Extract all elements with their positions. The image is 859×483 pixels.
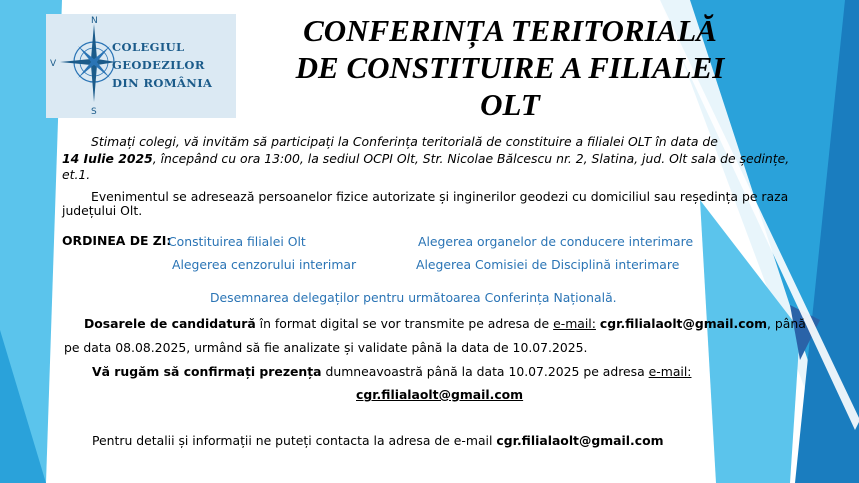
logo (46, 14, 236, 118)
svg-text:V: V (50, 59, 57, 69)
svg-text:N: N (91, 16, 98, 26)
agenda-item-1: Constituirea filialei Olt (168, 234, 306, 249)
confirm-email-link[interactable]: cgr.filialaolt@gmail.com (356, 387, 524, 402)
logo-line-2: GEODEZILOR (112, 58, 205, 72)
logo-line-1: COLEGIUL (112, 40, 185, 54)
contact-line: Pentru detalii și informații ne puteți contacta la adresa de e-mail cgr.filialaolt@gmail.com (92, 433, 664, 448)
logo-line-3: DIN ROMÂNIA (112, 76, 213, 90)
candidacy-line-2: pe data 08.08.2025, urmând să fie analizate și validate până la data de 10.07.2025. (64, 340, 588, 355)
email-link[interactable]: cgr.filialaolt@gmail.com (599, 316, 767, 331)
audience-line-1: Evenimentul se adresează persoanelor fizice autorizate și inginerilor geodezi cu domiciliul sau reședința pe raza (91, 189, 789, 204)
compass-icon (46, 14, 116, 118)
event-date: 14 Iulie 2025 (62, 151, 153, 166)
confirm-line: Vă rugăm să confirmați prezența dumneavoastră până la data 10.07.2025 pe adresa e-mail: (92, 364, 692, 379)
invitation-line-2: 14 Iulie 2025, începând cu ora 13:00, la sediul OCPI Olt, Str. Nicolae Bălcescu nr. 2, Slatina, jud. Olt sala de ședințe, (62, 151, 790, 166)
title-line-1: CONFERINȚA TERITORIALĂ (303, 13, 717, 48)
svg-text:S: S (91, 107, 97, 117)
title-line-3: OLT (480, 87, 540, 122)
agenda-item-4: Alegerea Comisiei de Disciplină interimare (416, 257, 680, 272)
agenda-item-2: Alegerea organelor de conducere interimare (418, 234, 694, 249)
title-line-2: DE CONSTITUIRE A FILIALEI (295, 50, 725, 85)
agenda-item-5: Desemnarea delegaților pentru următoarea Conferința Națională. (210, 290, 617, 305)
agenda-item-3: Alegerea cenzorului interimar (172, 257, 357, 272)
candidacy-line-1: Dosarele de candidatură în format digital se vor transmite pe adresa de e-mail: cgr.filialaolt@gmail.com, până (84, 316, 806, 331)
invitation-line-1: Stimați colegi, vă invităm să participați la Conferința teritorială de constituire a filialei OLT în data de (91, 134, 718, 149)
contact-email-link[interactable]: cgr.filialaolt@gmail.com (496, 433, 664, 448)
page-title (250, 12, 770, 123)
agenda-label: ORDINEA DE ZI: (62, 233, 172, 248)
audience-line-2: județului Olt. (62, 203, 143, 218)
invitation-line-3: et.1. (62, 167, 91, 182)
